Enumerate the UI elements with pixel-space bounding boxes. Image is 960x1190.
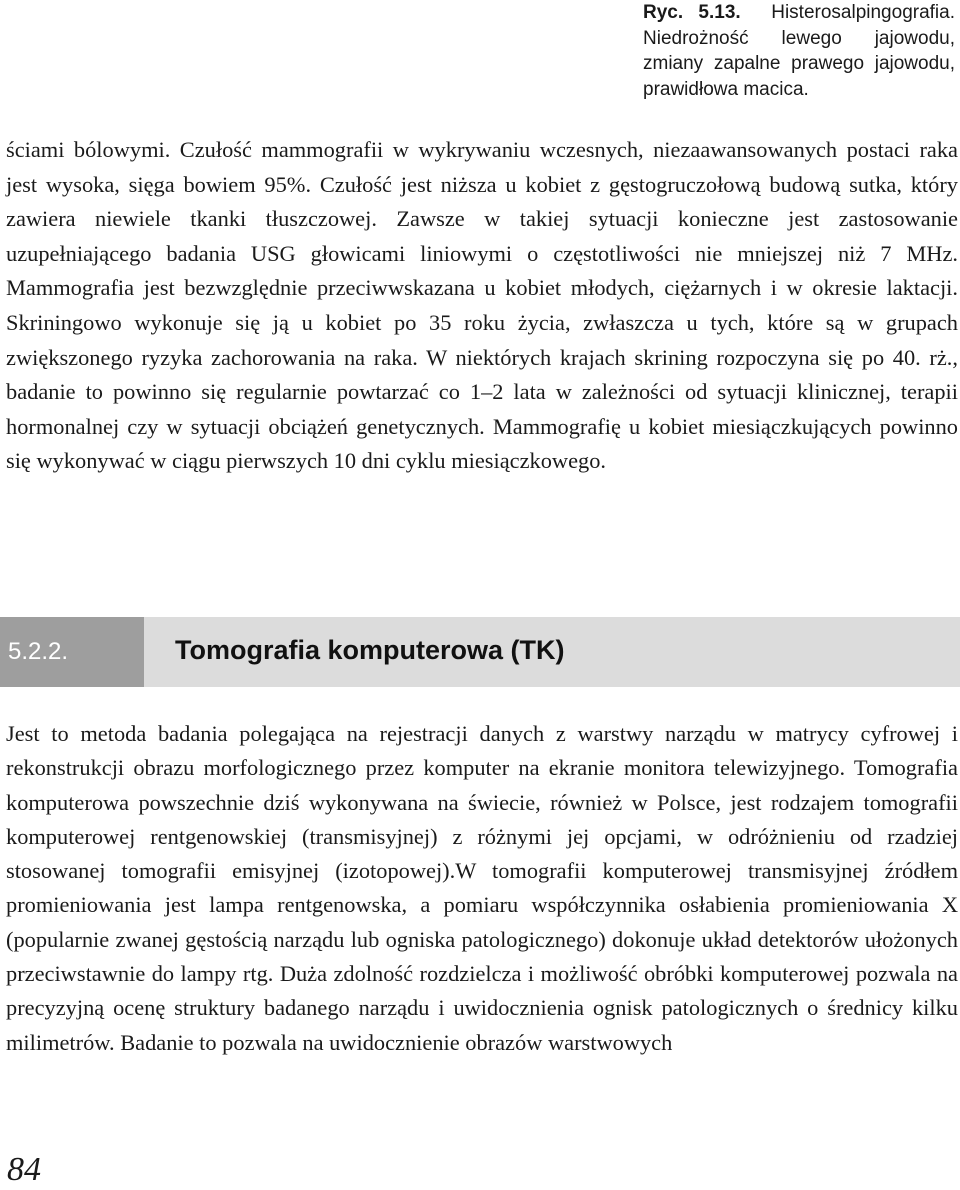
- figure-caption-text: Histerosalpingografia. Niedrożność lewego jajowodu, zmiany zapalne prawego jajowodu, prawidłowa macica.: [643, 2, 955, 100]
- figure-caption: [643, 0, 955, 102]
- body-paragraph-ct: Jest to metoda badania polegająca na rejestracji danych z warstwy narządu w matrycy cyfrowej i rekonstrukcji obrazu morfologicznego przez komputer na ekranie monitora telewizyjnego. Tomografia komputerowa powszechnie dziś wykonywana na świecie, również w Polsce, jest rodzajem tomografii komputerowej rentgenowskiej (transmisyjnej) z różnymi jej opcjami, w odróżnieniu od rzadziej stosowanej tomografii emisyjnej (izotopowej).W tomografii komputerowej transmisyjnej źródłem promieniowania jest lampa rentgenowska, a pomiaru współczynnika osłabienia promieniowania X (popularnie zwanej gęstością narządu lub ogniska patologicznego) dokonuje układ detektorów ułożonych przeciwstawnie do lampy rtg. Duża zdolność rozdzielcza i możliwość obróbki komputerowej pozwala na precyzyjną ocenę struktury badanego narządu i uwidocznienia ognisk patologicznych o średnicy kilku milimetrów. Badanie to pozwala na uwidocznienie obrazów warstwowych: [6, 721, 958, 1055]
- body-paragraph-mammography: ściami bólowymi. Czułość mammografii w wykrywaniu wczesnych, niezaawansowanych postaci raka jest wysoka, sięga bowiem 95%. Czułość jest niższa u kobiet z gęstogruczołową budową sutka, który zawiera niewiele tkanki tłuszczowej. Zawsze w takiej sytuacji konieczne jest zastosowanie uzupełniającego badania USG głowicami liniowymi o częstotliwości nie mniejszej niż 7 MHz. Mammografia jest bezwzględnie przeciwwskazana u kobiet młodych, ciężarnych i w okresie laktacji. Skriningowo wykonuje się ją u kobiet po 35 roku życia, zwłaszcza u tych, które są w grupach zwiększonego ryzyka zachorowania na raka. W niektórych krajach skrining rozpoczyna się po 40. rż., badanie to powinno się regularnie powtarzać co 1–2 lata w zależności od sytuacji klinicznej, terapii hormonalnej czy w sytuacji obciążeń genetycznych. Mammografię u kobiet miesiączkujących powinno się wykonywać w ciągu pierwszych 10 dni cyklu miesiączkowego.: [6, 137, 958, 474]
- section-heading: [0, 617, 960, 687]
- figure-caption-label: Ryc. 5.13.: [643, 2, 741, 23]
- page-number: 84: [7, 1151, 41, 1188]
- section-title: Tomografia komputerowa (TK): [175, 635, 565, 665]
- section-number: 5.2.2.: [0, 617, 144, 687]
